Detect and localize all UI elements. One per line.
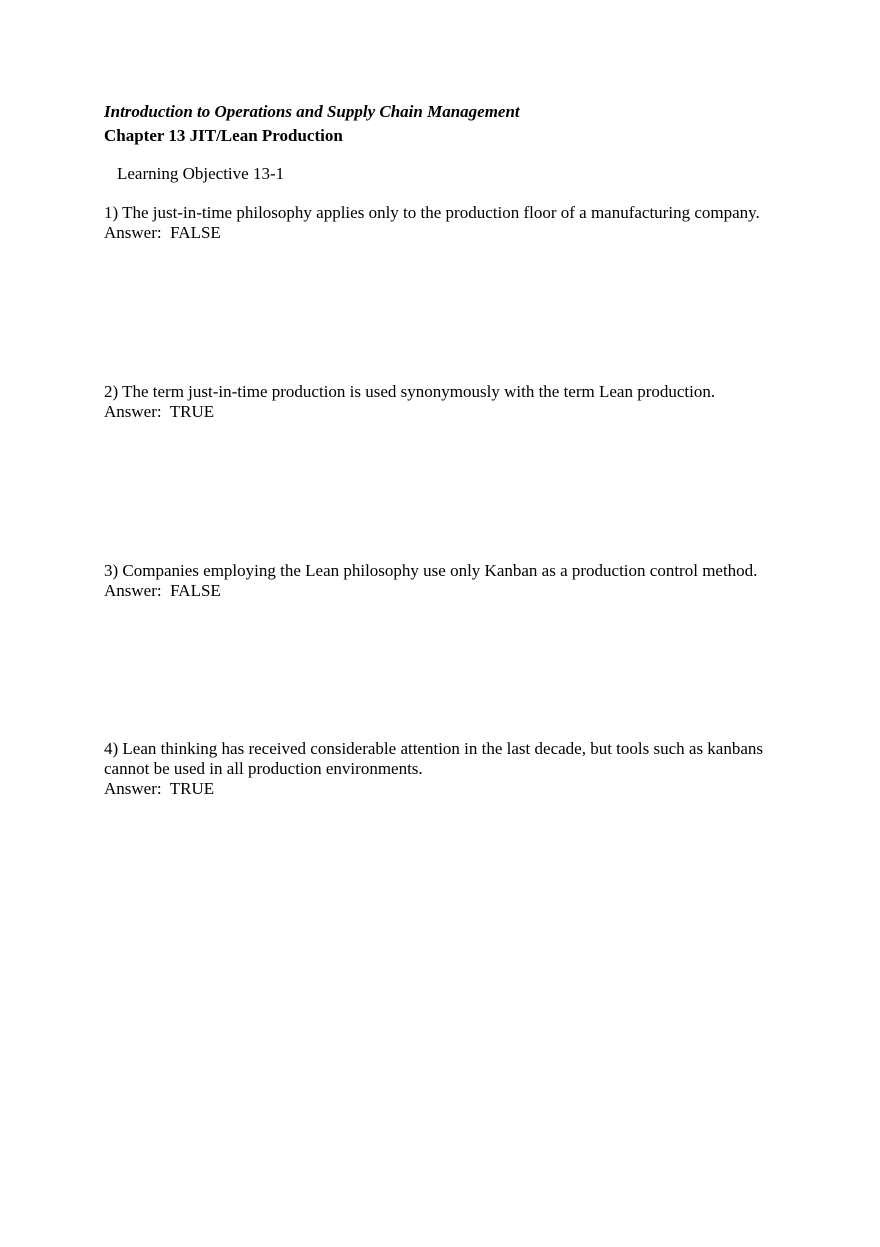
question-item	[104, 203, 784, 243]
question-item	[104, 739, 784, 799]
question-text: 3) Companies employing the Lean philosophy use only Kanban as a production control method.	[104, 561, 758, 580]
question-item	[104, 561, 784, 601]
question-text: 1) The just-in-time philosophy applies only to the production floor of a manufacturing company.	[104, 203, 760, 222]
book-title: Introduction to Operations and Supply Chain Management	[104, 102, 520, 121]
question-answer: Answer: TRUE	[104, 402, 215, 421]
learning-objective: Learning Objective 13-1	[117, 164, 285, 183]
question-answer: Answer: TRUE	[104, 779, 215, 798]
chapter-title: Chapter 13 JIT/Lean Production	[104, 126, 343, 145]
question-answer: Answer: FALSE	[104, 223, 221, 242]
question-text: 4) Lean thinking has received considerable attention in the last decade, but tools such as kanbans cannot be used in all production environments.	[104, 739, 764, 778]
question-item	[104, 382, 784, 422]
question-answer: Answer: FALSE	[104, 581, 221, 600]
question-text: 2) The term just-in-time production is used synonymously with the term Lean production.	[104, 382, 716, 401]
